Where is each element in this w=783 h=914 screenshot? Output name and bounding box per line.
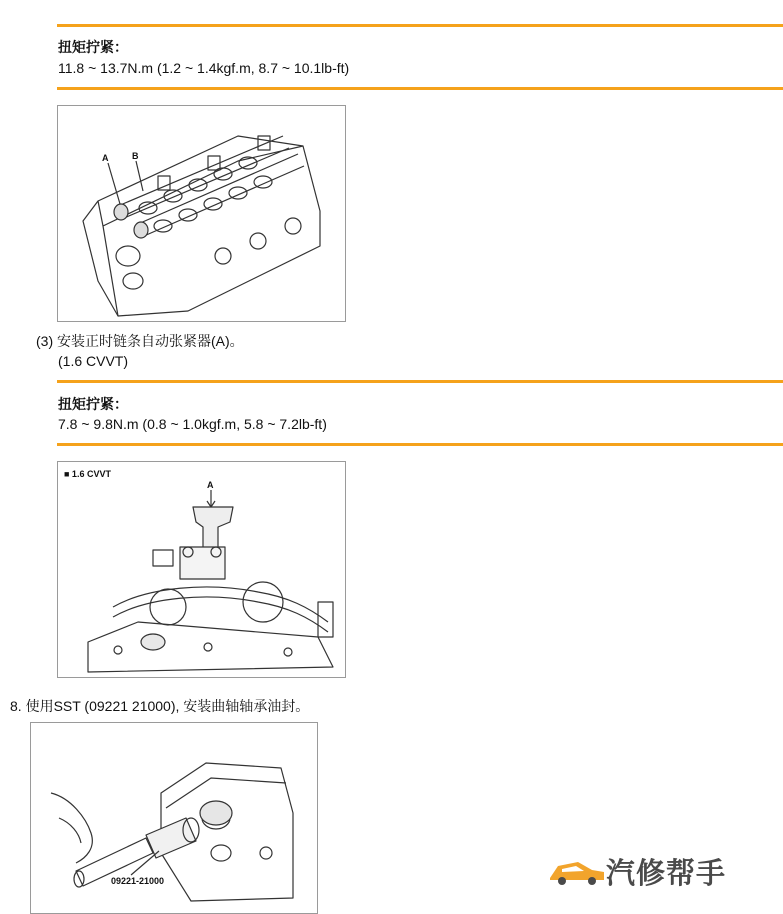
torque-value-2: 7.8 ~ 9.8N.m (0.8 ~ 1.0kgf.m, 5.8 ~ 7.2lb-ft)	[58, 416, 327, 432]
torque-value-1: 11.8 ~ 13.7N.m (1.2 ~ 1.4kgf.m, 8.7 ~ 10.1lb-ft)	[58, 60, 350, 76]
car-logo-icon	[548, 856, 606, 886]
figure-tensioner-install	[57, 461, 346, 678]
bottom-rule-1	[57, 87, 783, 90]
figure-label-b: B	[132, 151, 139, 161]
camshaft-illustration	[58, 106, 345, 321]
watermark-text: 汽修帮手	[606, 855, 727, 890]
bottom-rule-2	[57, 443, 783, 446]
figure-caption-cvvt: ■ 1.6 CVVT	[64, 469, 111, 479]
tool-label: 09221-21000	[111, 876, 165, 886]
torque-title-1: 扭矩拧紧：	[58, 39, 128, 55]
torque-title-2: 扭矩拧紧：	[58, 396, 128, 412]
figure-oil-seal-install	[30, 722, 318, 914]
step-3-text: (3) 安装正时链条自动张紧器(A)。	[36, 333, 244, 349]
figure-label-a-tensioner: A	[207, 480, 214, 490]
top-rule-1	[57, 24, 783, 27]
step-3-subtext: (1.6 CVVT)	[58, 353, 129, 369]
step-8-text: 8. 使用SST (09221 21000), 安装曲轴轴承油封。	[10, 698, 310, 714]
oil-seal-illustration	[31, 723, 317, 913]
tensioner-illustration	[58, 462, 345, 677]
top-rule-2	[57, 380, 783, 383]
figure-camshaft-install	[57, 105, 346, 322]
figure-label-a: A	[102, 153, 109, 163]
watermark	[548, 854, 726, 888]
